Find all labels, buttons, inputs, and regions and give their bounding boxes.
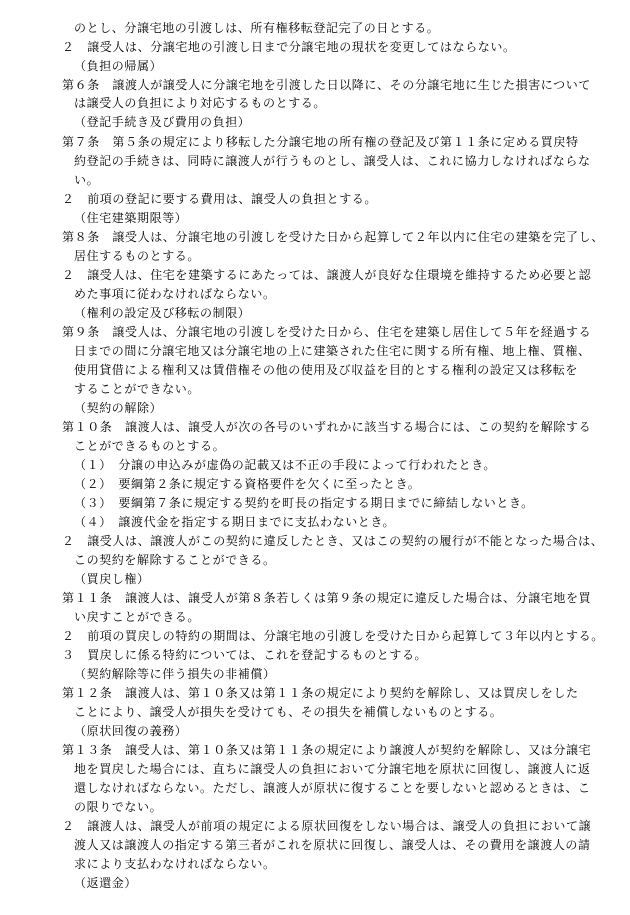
text-line: 居住するものとする。 (74, 249, 201, 263)
list-item: （４） 譲渡代金を指定する期日までに支払わないとき。 (74, 515, 396, 529)
article-13: 第１３条 譲受人は、第１０条又は第１１条の規定により譲渡人が契約を解除し、又は分譲宅 (62, 743, 592, 757)
text-line: ２ 前項の買戻しの特約の期間は、分譲宅地の引渡しを受けた日から起算して３年以内とする。 (62, 629, 604, 643)
text-line: は譲受人の負担により対応するものとする。 (74, 96, 327, 110)
text-line: 約登記の手続きは、同時に譲渡人が行うものとし、譲受人は、これに協力しなければならな (74, 154, 591, 168)
text-line: 日までの間に分譲宅地又は分譲宅地の上に建築された住宅に関する所有権、地上権、質権、 (74, 344, 591, 358)
list-item: （３） 要綱第７条に規定する契約を町長の指定する期日までに締結しないとき。 (74, 496, 534, 510)
text-line: ３ 買戻しに係る特約については、これを登記するものとする。 (62, 648, 428, 662)
heading-refund: （返還金） (74, 876, 138, 890)
text-line: ２ 譲渡人は、譲受人が前項の規定による原状回復をしない場合は、譲受人の負担において譲 (62, 819, 592, 833)
heading-no-compensation: （契約解除等に伴う損失の非補償） (74, 667, 276, 681)
text-line: 求により支払わなければならない。 (74, 857, 276, 871)
article-8: 第８条 譲受人は、分譲宅地の引渡しを受けた日から起算して２年以内に住宅の建築を完了し、 (62, 230, 604, 244)
text-line: のとし、分譲宅地の引渡しは、所有権移転登記完了の日とする。 (74, 21, 440, 35)
text-line: 渡人又は譲渡人の指定する第三者がこれを原状に回復し、譲受人は、その費用を譲渡人の請 (74, 838, 591, 852)
article-9: 第９条 譲受人は、分譲宅地の引渡しを受けた日から、住宅を建築し居住して５年を経過する (62, 325, 592, 339)
heading-burden-attribution: （負担の帰属） (74, 59, 163, 73)
heading-restoration-duty: （原状回復の義務） (74, 724, 188, 738)
list-item: （１） 分譲の申込みが虚偽の記載又は不正の手段によって行われたとき。 (74, 458, 496, 472)
text-line: い戻すことができる。 (74, 610, 201, 624)
text-line: めた事項に従わなければならない。 (74, 287, 276, 301)
heading-rights-restriction: （権利の設定及び移転の制限） (74, 306, 251, 320)
article-12: 第１２条 譲渡人は、第１０条又は第１１条の規定により契約を解除し、又は買戻しをした (62, 686, 579, 700)
text-line: ２ 譲受人は、住宅を建築するにあたっては、譲渡人が良好な住環境を維持するため必要と認 (62, 268, 592, 282)
text-line: の限りでない。 (74, 800, 163, 814)
text-line: ２ 譲受人は、分譲宅地の引渡し日まで分譲宅地の現状を変更してはならない。 (62, 40, 516, 54)
text-line: い。 (74, 173, 100, 187)
text-line: 還しなければならない。ただし、譲渡人が原状に復することを要しないと認めるときは、こ (74, 781, 591, 795)
text-line: ２ 譲受人は、譲渡人がこの契約に違反したとき、又はこの契約の履行が不能となった場合は、 (62, 534, 604, 548)
article-10: 第１０条 譲渡人は、譲受人が次の各号のいずれかに該当する場合には、この契約を解除する (62, 420, 592, 434)
article-6: 第６条 譲渡人が譲受人に分譲宅地を引渡した日以降に、その分譲宅地に生じた損害について (62, 78, 591, 92)
text-line: ２ 前項の登記に要する費用は、譲受人の負担とする。 (62, 192, 378, 206)
text-line: 使用貸借による権利又は賃借権その他の使用及び収益を目的とする権利の設定又は移転を (74, 363, 579, 377)
list-item: （２） 要綱第２条に規定する資格要件を欠くに至ったとき。 (74, 477, 421, 491)
text-line: この契約を解除することができる。 (74, 553, 276, 567)
article-11: 第１１条 譲渡人は、譲受人が第８条若しくは第９条の規定に違反した場合は、分譲宅地を買 (62, 591, 592, 605)
text-line: ことができるものとする。 (74, 439, 226, 453)
text-line: 地を買戻した場合には、直ちに譲受人の負担において分譲宅地を原状に回復し、譲渡人に返 (74, 762, 591, 776)
heading-repurchase-right: （買戻し権） (74, 572, 150, 586)
text-line: ことにより、譲受人が損失を受けても、その損失を補償しないものとする。 (74, 705, 503, 719)
text-line: することができない。 (74, 382, 201, 396)
heading-contract-cancellation: （契約の解除） (74, 401, 163, 415)
heading-registration-costs: （登記手続き及び費用の負担） (74, 115, 251, 129)
heading-construction-deadline: （住宅建築期限等） (74, 211, 188, 225)
article-7: 第７条 第５条の規定により移転した分譲宅地の所有権の登記及び第１１条に定める買戻特 (62, 135, 579, 149)
